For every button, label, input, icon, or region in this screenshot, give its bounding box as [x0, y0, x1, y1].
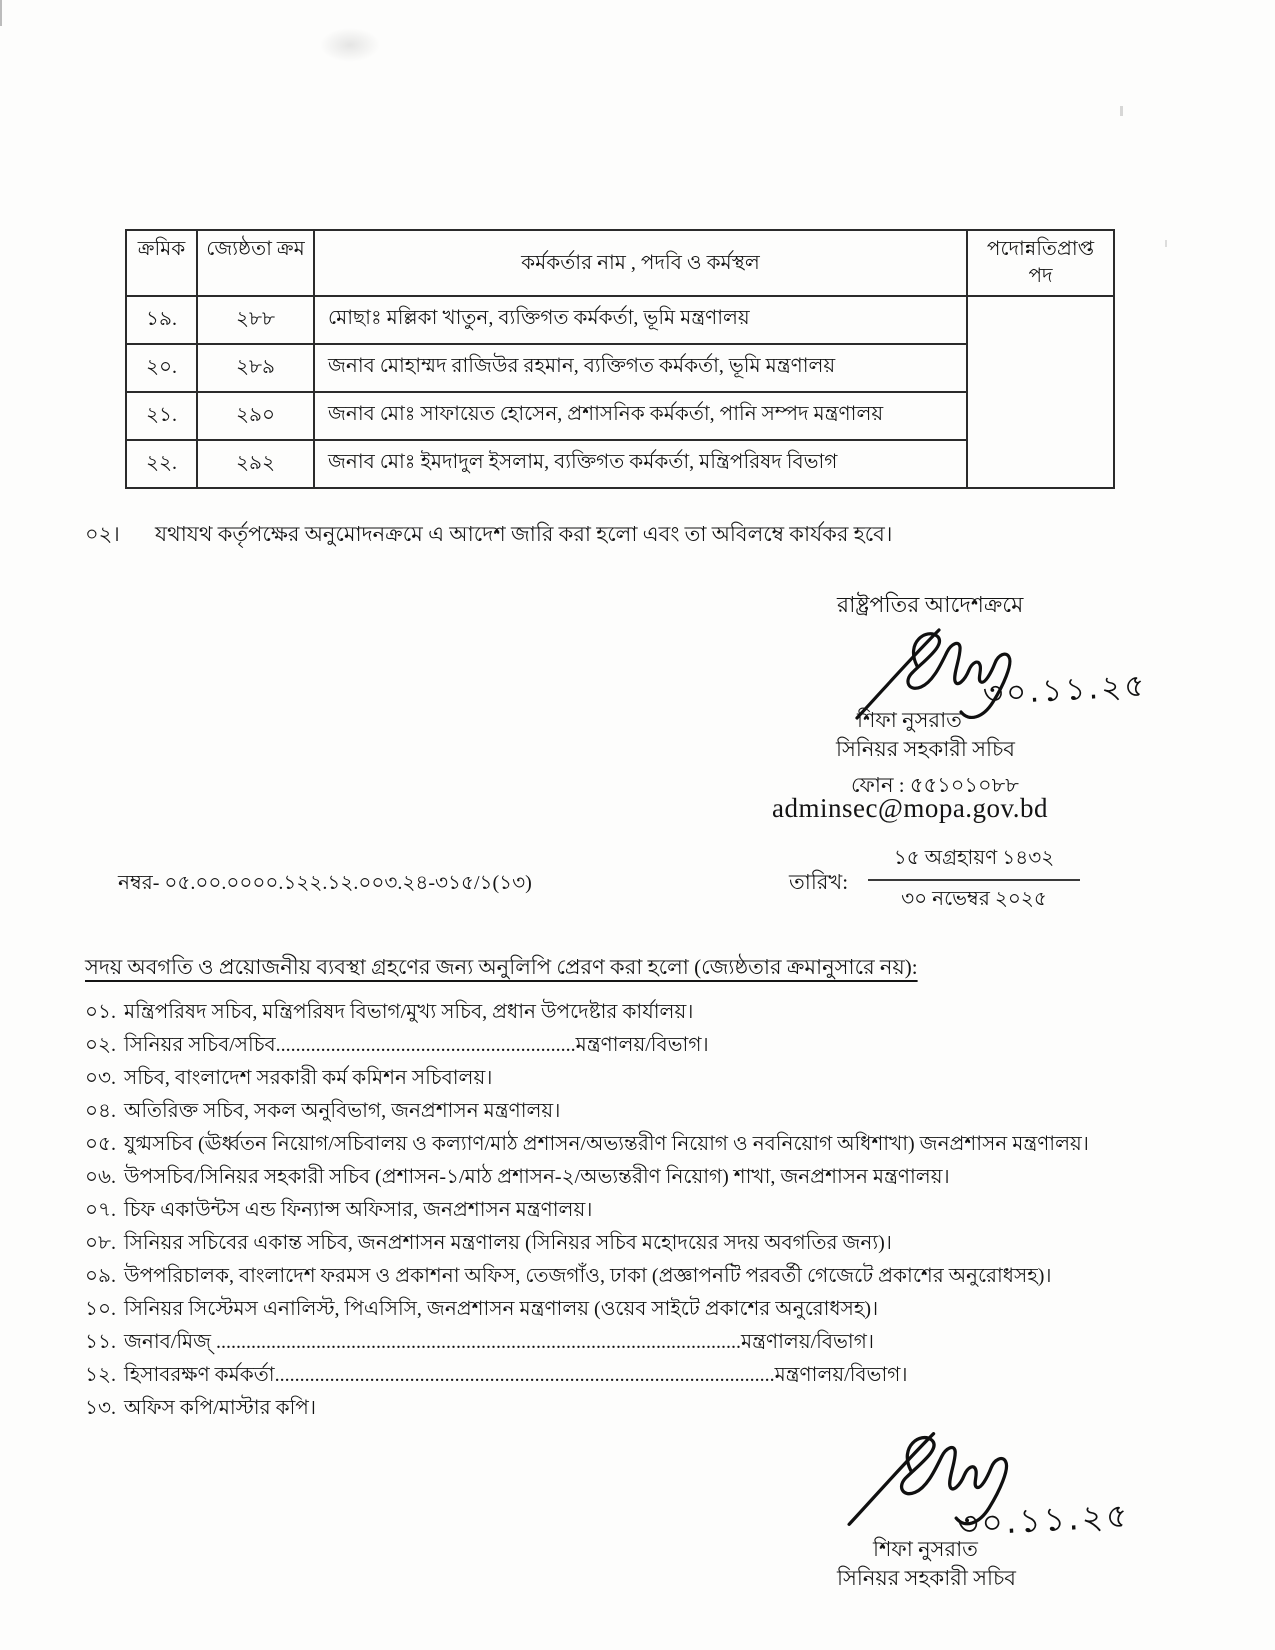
distribution-item [85, 1095, 1195, 1128]
item-number: ০২. [85, 1034, 117, 1056]
date-label: তারিখ: [789, 870, 849, 894]
item-text: অফিস কপি/মাস্টার কপি। [124, 1397, 317, 1419]
item-text: মন্ত্রিপরিষদ সচিব, মন্ত্রিপরিষদ বিভাগ/মুখ্য সচিব, প্রধান উপদেষ্টার কার্যালয়। [124, 1001, 694, 1023]
item-text: চিফ একাউন্টস এন্ড ফিন্যান্স অফিসার, জনপ্রশাসন মন্ত্রণালয়। [124, 1199, 593, 1221]
table-row [126, 392, 1114, 440]
item-number: ০৫. [85, 1133, 116, 1155]
signatory-designation: সিনিয়র সহকারী সচিব [837, 1566, 1016, 1590]
item-text: সচিব, বাংলাদেশ সরকারী কর্ম কমিশন সচিবালয়। [124, 1067, 493, 1089]
cell-serial: ২০. [126, 344, 197, 392]
cell-seniority: ২৯২ [197, 440, 314, 488]
cell-seniority: ২৮৯ [197, 344, 314, 392]
paragraph-02 [85, 520, 1165, 549]
item-text: উপপরিচালক, বাংলাদেশ ফরমস ও প্রকাশনা অফিস, তেজগাঁও, ঢাকা (প্রজ্ঞাপনটি পরবর্তী গেজেটে প্রকাশের অনুরোধসহ)। [124, 1265, 1052, 1287]
table-row [126, 344, 1114, 392]
item-text: উপসচিব/সিনিয়র সহকারী সচিব (প্রশাসন-১/মাঠ প্রশাসন-২/অভ্যন্তরীণ নিয়োগ) শাখা, জনপ্রশাসন মন্ত্রণালয়। [124, 1166, 950, 1188]
item-text: যুগ্মসচিব (ঊর্ধ্বতন নিয়োগ/সচিবালয় ও কল্যাণ/মাঠ প্রশাসন/অভ্যন্তরীণ নিয়োগ ও নবনিয়োগ অধিশাখা) জনপ্রশাসন মন্ত্রণালয়। [124, 1133, 1089, 1155]
item-number: ১২. [85, 1364, 116, 1386]
signatory-phone: ফোন : ৫৫১০১০৮৮ [851, 773, 1019, 797]
item-text: জনাব/মিজ্ .........................................................................................................মন্ত্রণালয়/বিভাগ। [124, 1331, 874, 1353]
distribution-item [85, 1194, 1195, 1227]
cell-serial: ২২. [126, 440, 197, 488]
distribution-item [85, 1293, 1195, 1326]
scan-speck [0, 0, 2, 26]
cell-serial: ১৯. [126, 296, 197, 344]
memo-number: ০৫.০০.০০০০.১২২.১২.০০৩.২৪-৩১৫/১(১৩) [164, 872, 532, 894]
promotion-order-table [125, 229, 1115, 489]
signatory-designation: সিনিয়র সহকারী সচিব [836, 737, 1015, 761]
col-header-name: কর্মকর্তার নাম , পদবি ও কর্মস্থল [314, 230, 967, 296]
cell-name: জনাব মোঃ ইমদাদুল ইসলাম, ব্যক্তিগত কর্মকর্তা, মন্ত্রিপরিষদ বিভাগ [314, 440, 967, 488]
scan-speck [1165, 240, 1167, 247]
distribution-item [85, 1227, 1195, 1260]
signatory-name: শিফা নুসরাত [873, 1537, 978, 1561]
item-number: ১৩. [85, 1397, 116, 1419]
distribution-item [85, 996, 1195, 1029]
item-text: সিনিয়র সিস্টেমস এনালিস্ট, পিএসিসি, জনপ্রশাসন মন্ত্রণালয় (ওয়েব সাইটে প্রকাশের অনুরোধসহ)। [124, 1298, 879, 1320]
col-header-seniority: জ্যেষ্ঠতা ক্রম [197, 230, 314, 296]
handwritten-date: ৩০.১১.২৫ [955, 1495, 1132, 1544]
date-divider-line [868, 879, 1080, 881]
scan-speck [1120, 106, 1123, 116]
distribution-item [85, 1359, 1195, 1392]
item-text: সিনিয়র সচিব/সচিব............................................................মন্ত্রণালয়/বিভাগ। [124, 1034, 709, 1056]
item-number: ০১. [85, 1001, 116, 1023]
item-number: ০৮. [85, 1232, 116, 1254]
distribution-item [85, 1062, 1195, 1095]
cell-name: জনাব মোহাম্মদ রাজিউর রহমান, ব্যক্তিগত কর্মকর্তা, ভূমি মন্ত্রণালয় [314, 344, 967, 392]
distribution-list [85, 996, 1195, 1425]
item-number: ০৯. [85, 1265, 116, 1287]
distribution-item [85, 1128, 1195, 1161]
memo-label: নম্বর- [118, 872, 160, 894]
item-number: ০৭. [85, 1199, 117, 1221]
item-text: সিনিয়র সচিবের একান্ত সচিব, জনপ্রশাসন মন্ত্রণালয় (সিনিয়র সচিব মহোদয়ের সদয় অবগতির জন্য)। [124, 1232, 892, 1254]
cell-seniority: ২৮৮ [197, 296, 314, 344]
distribution-item [85, 1029, 1195, 1062]
table-header-row [126, 230, 1114, 296]
signatory-name: শিফা নুসরাত [857, 708, 962, 732]
table-row [126, 440, 1114, 488]
date-bangla-calendar: ১৫ অগ্রহায়ণ ১৪৩২ [893, 847, 1055, 869]
col-header-promoted-post: পদোন্নতিপ্রাপ্ত পদ [967, 230, 1114, 296]
signatory-email: adminsec@mopa.gov.bd [772, 793, 1049, 823]
item-number: ০৬. [85, 1166, 117, 1188]
cell-promoted-post [967, 296, 1114, 488]
scan-smudge [320, 28, 380, 62]
distribution-item [85, 1161, 1195, 1194]
date-gregorian: ৩০ নভেম্বর ২০২৫ [901, 888, 1047, 910]
cell-name: মোছাঃ মল্লিকা খাতুন, ব্যক্তিগত কর্মকর্তা, ভূমি মন্ত্রণালয় [314, 296, 967, 344]
date-stack [868, 843, 1080, 917]
item-number: ০৪. [85, 1100, 116, 1122]
handwritten-date: ৩০.১১.২৫ [982, 667, 1149, 713]
paragraph-number: ০২। [85, 522, 120, 546]
cell-seniority: ২৯০ [197, 392, 314, 440]
cell-name: জনাব মোঃ সাফায়েত হোসেন, প্রশাসনিক কর্মকর্তা, পানি সম্পদ মন্ত্রণালয় [314, 392, 967, 440]
cell-serial: ২১. [126, 392, 197, 440]
col-header-serial: ক্রমিক [126, 230, 197, 296]
memo-number-line [118, 868, 532, 901]
paragraph-text: যথাযথ কর্তৃপক্ষের অনুমোদনক্রমে এ আদেশ জারি করা হলো এবং তা অবিলম্বে কার্যকর হবে। [155, 522, 893, 546]
distribution-item [85, 1260, 1195, 1293]
item-number: ১১. [85, 1331, 116, 1353]
item-text: অতিরিক্ত সচিব, সকল অনুবিভাগ, জনপ্রশাসন মন্ত্রণালয়। [124, 1100, 561, 1122]
item-number: ১০. [85, 1298, 116, 1320]
president-order-line: রাষ্ট্রপতির আদেশক্রমে [837, 592, 1024, 617]
item-text: হিসাবরক্ষণ কর্মকর্তা....................................................................................................মন্ত্রণালয়/বিভাগ। [124, 1364, 908, 1386]
item-number: ০৩. [85, 1067, 117, 1089]
table-row [126, 296, 1114, 344]
distribution-item [85, 1326, 1195, 1359]
distribution-heading: সদয় অবগতি ও প্রয়োজনীয় ব্যবস্থা গ্রহণের জন্য অনুলিপি প্রেরণ করা হলো (জ্যেষ্ঠতার ক্রমানুসারে নয়): [85, 955, 918, 979]
distribution-item [85, 1392, 1195, 1425]
